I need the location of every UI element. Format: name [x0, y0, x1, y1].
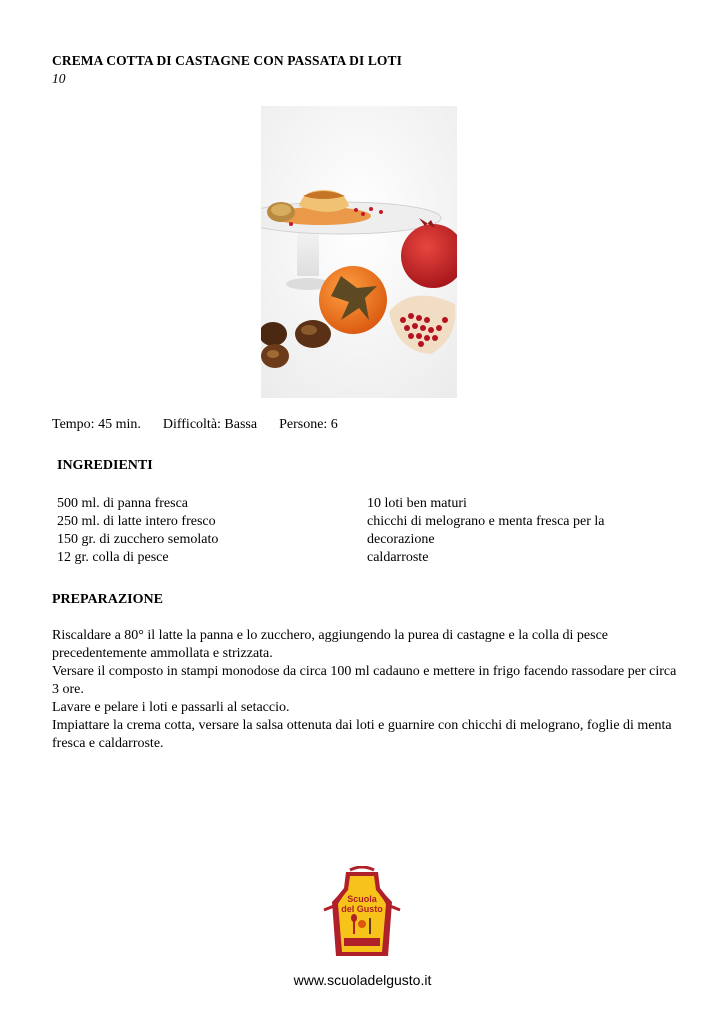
difficulty: Difficoltà: Bassa [162, 417, 258, 432]
recipe-meta [52, 417, 360, 433]
website-link[interactable] [0, 972, 725, 988]
preparation-step: Versare il composto in stampi monodose da circa 100 ml cadauno e mettere in frigo facendo rassodare per circa 3 ore. [52, 664, 677, 697]
scuola-del-gusto-logo [320, 866, 404, 962]
logo-text-line2: del Gusto [341, 904, 383, 914]
preparation-step: Lavare e pelare i loti e passarli al setaccio. [52, 700, 290, 715]
ingredient-item: chicchi di melograno e menta fresca per la decorazione [367, 514, 605, 547]
ingredient-item: 150 gr. di zucchero semolato [57, 532, 219, 547]
preparation-steps [52, 627, 682, 753]
preparation-heading: PREPARAZIONE [52, 592, 163, 607]
ingredient-item: caldarroste [367, 550, 429, 565]
recipe-number: 10 [52, 71, 66, 86]
recipe-title: CREMA COTTA DI CASTAGNE CON PASSATA DI LOTI [52, 53, 402, 68]
ingredient-item: 12 gr. colla di pesce [57, 550, 169, 565]
ingredient-item: 10 loti ben maturi [367, 496, 467, 511]
website-text[interactable]: www.scuoladelgusto.it [293, 972, 432, 988]
servings: Persone: 6 [279, 417, 338, 432]
logo-text-line1: Scuola [347, 894, 377, 904]
ingredient-item: 500 ml. di panna fresca [57, 496, 189, 511]
ingredient-item: 250 ml. di latte intero fresco [57, 514, 216, 529]
ingredients-list-right [367, 495, 627, 567]
ingredients-list-left [57, 495, 347, 567]
preparation-step: Impiattare la crema cotta, versare la salsa ottenuta dai loti e guarnire con chicchi di melograno, foglie di menta fresca e caldarroste. [52, 718, 672, 751]
preparation-step: Riscaldare a 80° il latte la panna e lo zucchero, aggiungendo la purea di castagne e la colla di pesce precedentemente ammollata e strizzata. [52, 628, 609, 661]
ingredients-heading: INGREDIENTI [57, 458, 153, 473]
recipe-photo [261, 106, 457, 398]
prep-time: Tempo: 45 min. [52, 417, 141, 432]
